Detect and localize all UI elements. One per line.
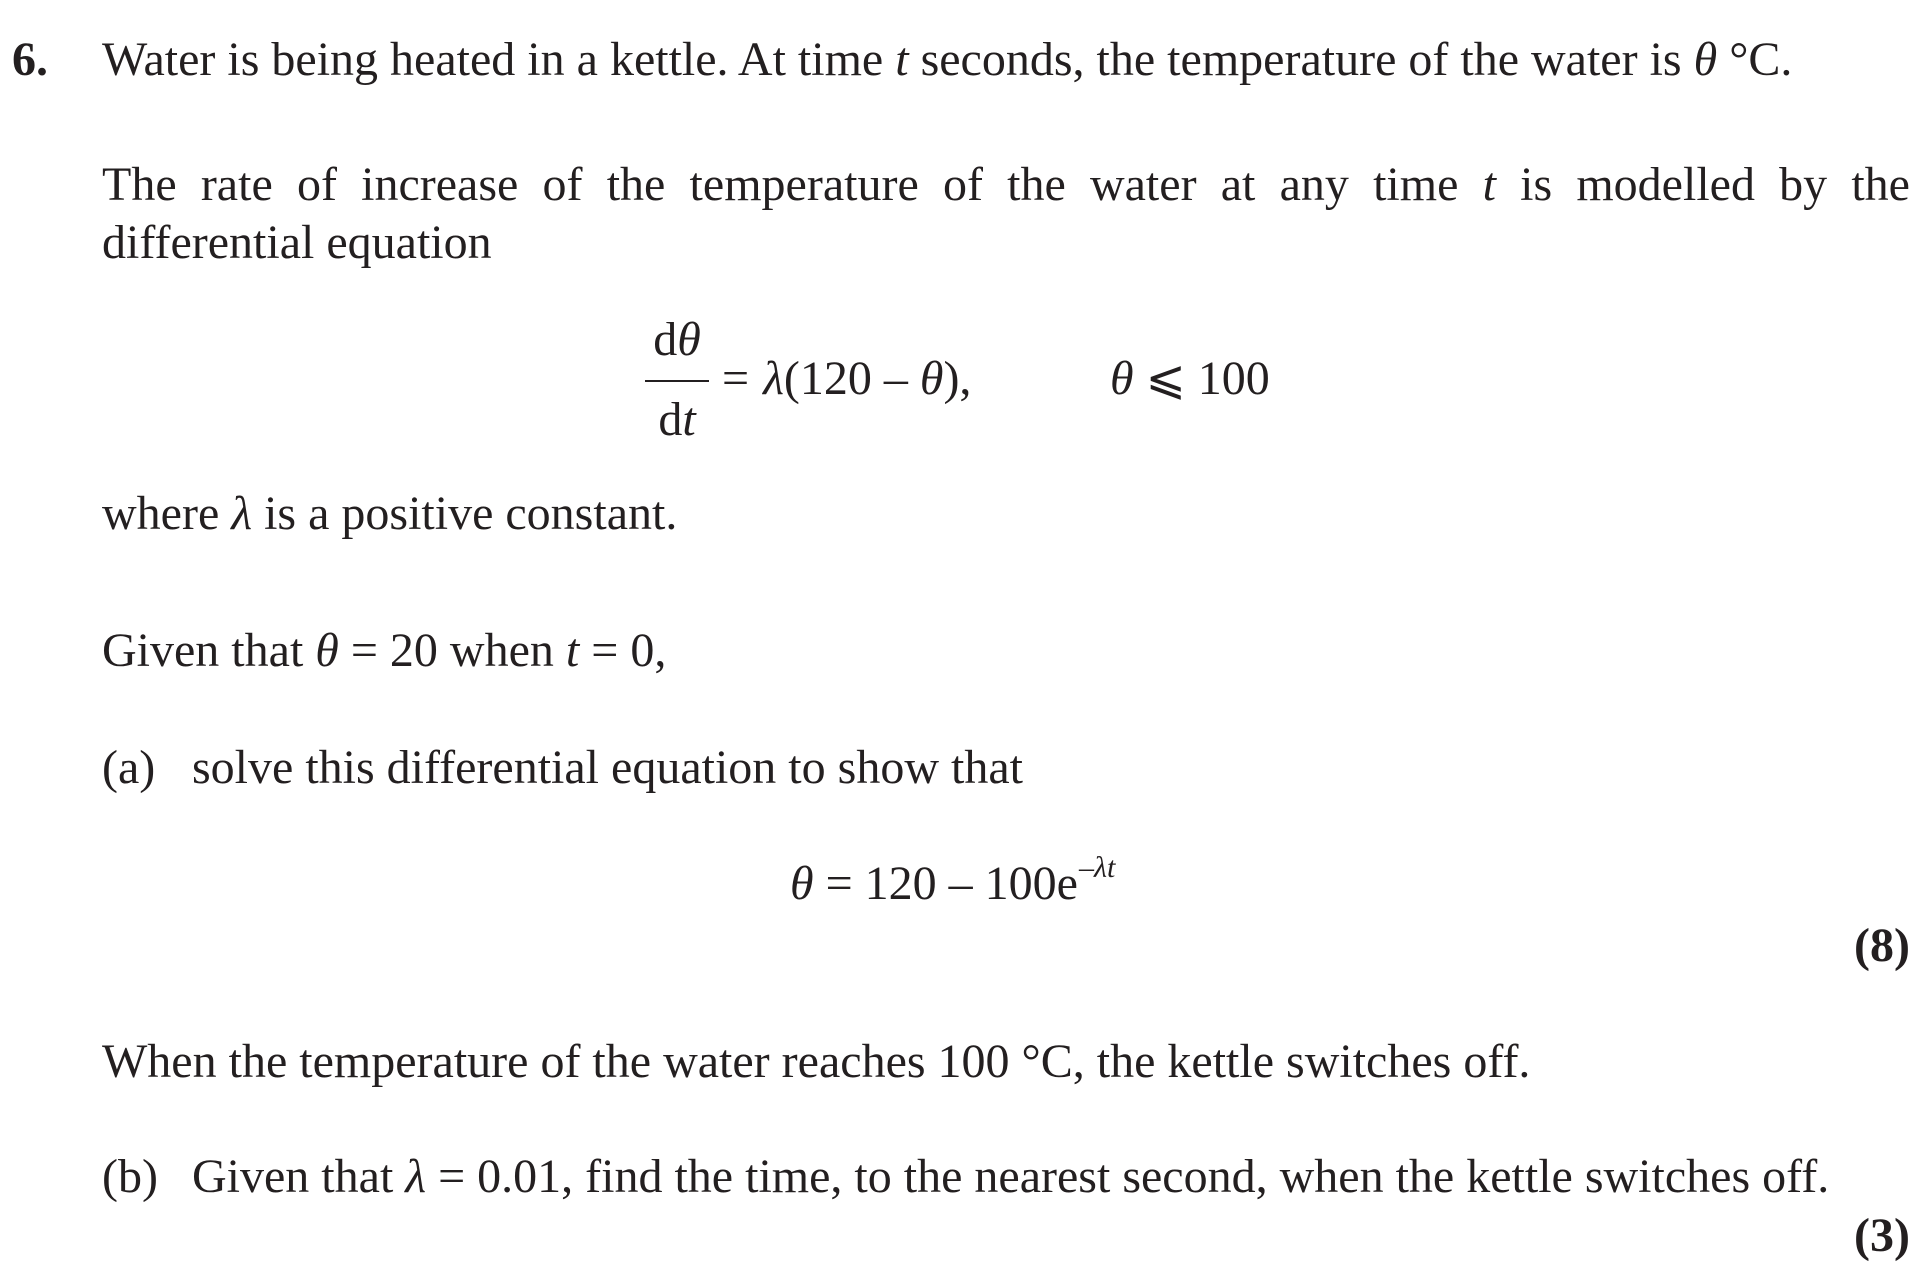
given-text-part: Given that [102,624,316,677]
rate-text-part: is modelled by the [1495,158,1910,211]
variable-t: t [682,393,696,446]
switch-off-text: When the temperature of the water reaches 100 °C, the kettle switches off. [102,1035,1531,1088]
variable-t: t [1482,158,1496,211]
equation-denominator [645,393,709,446]
part-a-marks: (8) [1854,919,1910,972]
fraction-bar [645,380,709,382]
variable-t: t [895,33,909,86]
given-text [102,624,667,677]
variable-lambda: λ [763,352,784,405]
where-text-part: is a positive constant. [252,487,678,540]
part-b-text-part: Given that [192,1150,406,1203]
variable-theta: θ [1693,33,1718,86]
result-exponent: –λt [1078,851,1116,884]
variable-lambda: λ [231,487,253,540]
intro-text [102,33,1793,86]
part-a-text: solve this differential equation to show that [192,741,1023,794]
given-text-part: = 20 when [338,624,566,677]
equation-part: ), [943,352,972,405]
equation-rhs [722,352,972,405]
equation-numerator [645,313,709,366]
question-number: 6. [12,33,48,86]
variable-theta: θ [790,857,814,910]
part-a-label: (a) [102,741,156,794]
part-b-text [192,1150,1830,1203]
condition-part: ⩽ 100 [1133,352,1270,405]
variable-theta: θ [315,624,339,677]
variable-lambda: λ [405,1150,427,1203]
where-text [102,487,678,540]
d-symbol: d [658,393,683,446]
where-text-part: where [102,487,232,540]
equals-sign: = [722,352,750,405]
d-symbol: d [653,313,678,366]
part-a-result [790,851,1116,910]
equation-condition [1110,352,1270,405]
variable-t: t [565,624,580,677]
intro-text-part: Water is being heated in a kettle. At time [102,33,896,86]
variable-theta: θ [677,313,701,366]
intro-text-part: °C. [1717,33,1793,86]
variable-theta: θ [919,352,944,405]
given-text-part: = 0, [579,624,667,677]
equation-part: (120 – [783,352,920,405]
rate-text-line1 [102,158,1910,211]
variable-theta: θ [1110,352,1134,405]
rate-text-part: The rate of increase of the temperature of the water at any time [102,158,1483,211]
part-b-marks: (3) [1854,1209,1910,1262]
rate-text-line2: differential equation [102,216,492,269]
intro-text-part: seconds, the temperature of the water is [908,33,1694,86]
result-part: = 120 – 100e [813,857,1078,910]
part-b-label: (b) [102,1150,158,1203]
part-b-text-part: = 0.01, find the time, to the nearest second, when the kettle switches off. [426,1150,1830,1203]
